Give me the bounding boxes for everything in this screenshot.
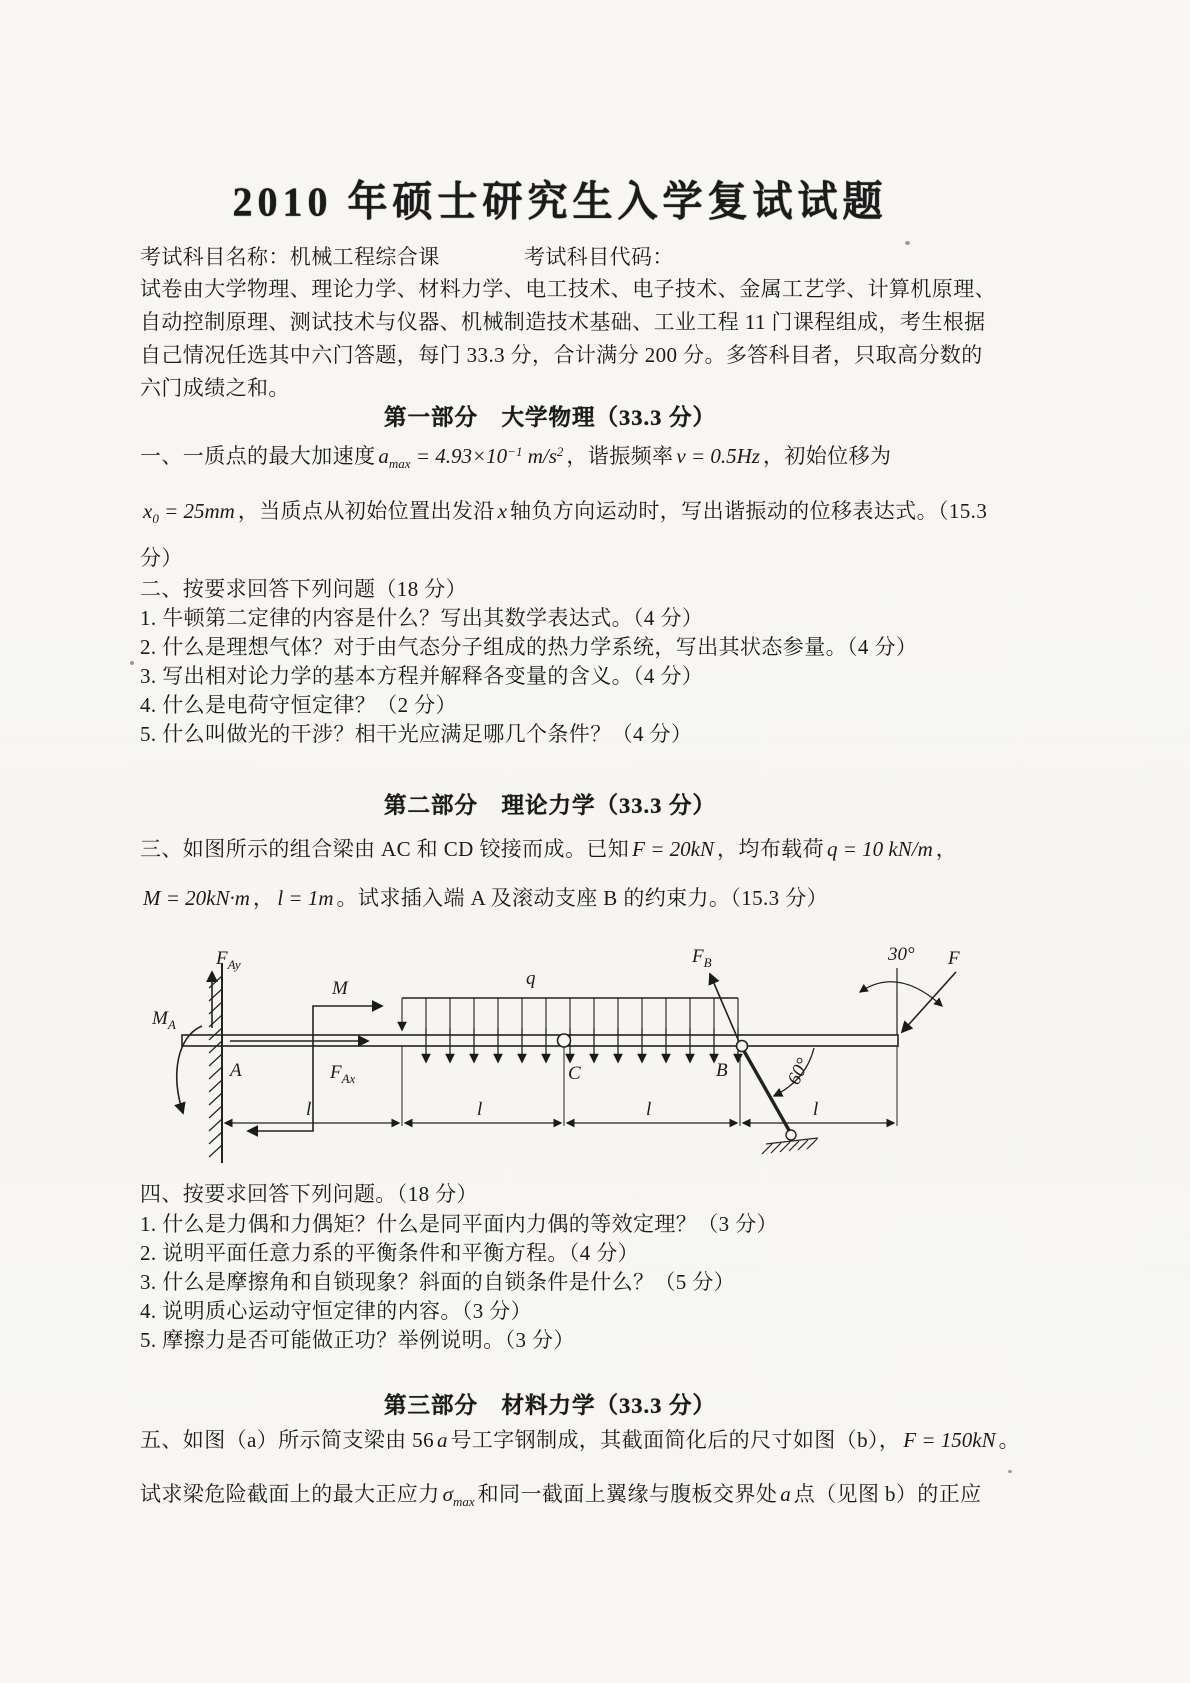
q5-var-a2: a: [780, 1482, 791, 1506]
subject-name-label: 考试科目名称：机械工程综合课: [140, 245, 440, 269]
beam-diagram: [150, 928, 1050, 1190]
question-3-line1: [140, 835, 957, 864]
q5-text: 号工字钢制成，其截面简化后的尺寸如图（b），: [450, 1428, 901, 1452]
intro-line: 六门成绩之和。: [140, 376, 290, 400]
ma-moment-arrow: [177, 1026, 202, 1113]
question-2-heading: 二、按要求回答下列问题（18 分）: [140, 577, 468, 601]
question-4-item: 1. 什么是力偶和力偶矩？什么是同平面内力偶的等效定理？（3 分）: [140, 1212, 778, 1236]
strut-pin: [786, 1130, 796, 1140]
question-3-line2: [140, 884, 828, 913]
length-label: l: [646, 1099, 652, 1120]
q5-formula-F: F = 150kN: [903, 1428, 996, 1452]
q3-text: ，: [935, 837, 958, 861]
q3-formula-l: l = 1m: [277, 886, 334, 910]
q1-text: ，初始位移为: [762, 444, 892, 468]
question-1-line1: [140, 437, 891, 478]
point-c-label: C: [568, 1063, 581, 1084]
angle-60-label: 60°: [783, 1055, 815, 1089]
force-f-label: F: [948, 948, 960, 969]
question-5-line1: [140, 1426, 1020, 1455]
question-5-line2: [140, 1480, 982, 1516]
hinge-c: [558, 1034, 571, 1047]
point-a-label: A: [230, 1060, 242, 1081]
question-1-line2: [140, 497, 987, 533]
q1-text: ，当质点从初始位置出发沿: [237, 499, 495, 523]
q1-var-x: x: [497, 499, 507, 523]
intro-line: 试卷由大学物理、理论力学、材料力学、电工技术、电子技术、金属工艺学、计算机原理、: [140, 277, 996, 301]
question-2-item: 1. 牛顿第二定律的内容是什么？写出其数学表达式。（4 分）: [140, 606, 704, 630]
question-4-item: 5. 摩擦力是否可能做正功？举例说明。（3 分）: [140, 1328, 575, 1352]
question-2-item: 5. 什么叫做光的干涉？相干光应满足哪几个条件？（4 分）: [140, 722, 693, 746]
point-b-label: B: [716, 1060, 728, 1081]
q5-formula-sigma: $\sigma_{max}$: [442, 1482, 475, 1509]
q5-text: 和同一截面上翼缘与腹板交界处: [477, 1482, 778, 1506]
ma-label: $M_A$: [152, 1008, 176, 1032]
question-4-item: 4. 说明质心运动守恒定律的内容。（3 分）: [140, 1299, 533, 1323]
q1-formula-x0: $x_0 = 25mm$: [143, 499, 235, 526]
q1-formula-a: $a_{max} = 4.93\times 10^{-1}$ $m/s^2$: [378, 444, 564, 471]
q5-var-a: a: [436, 1428, 448, 1452]
intro-line: 自动控制原理、测试技术与仪器、机械制造技术基础、工业工程 11 门课程组成，考生根据: [140, 310, 986, 334]
q1-text: ，谐振频率: [566, 444, 674, 468]
scan-speckle: [905, 241, 910, 245]
question-2-item: 2. 什么是理想气体？对于由气态分子组成的热力学系统，写出其状态参量。（4 分）: [140, 635, 918, 659]
question-1-line3: 分）: [140, 546, 183, 570]
q5-text: 五、如图（a）所示简支梁由 56: [140, 1428, 434, 1452]
length-label: l: [813, 1099, 819, 1120]
q5-text: 试求梁危险截面上的最大正应力: [140, 1482, 440, 1506]
part1-heading: 第一部分 大学物理（33.3 分）: [383, 405, 716, 430]
couple-m-arrow: [248, 1006, 382, 1131]
angle-30-label: 30°: [888, 944, 915, 965]
question-4-item: 2. 说明平面任意力系的平衡条件和平衡方程。（4 分）: [140, 1241, 640, 1265]
q1-formula-v: v = 0.5Hz: [676, 444, 760, 468]
question-2-item: 4. 什么是电荷守恒定律？（2 分）: [140, 693, 457, 717]
q1-text: 一、一质点的最大加速度: [140, 444, 376, 468]
q5-text: 。: [998, 1428, 1021, 1452]
q3-formula-F: F = 20kN: [632, 837, 714, 861]
length-label: l: [477, 1099, 483, 1120]
scan-speckle: [1008, 1470, 1012, 1473]
q3-text: 三、如图所示的组合梁由 AC 和 CD 铰接而成。已知: [140, 837, 630, 861]
q5-text: 点（见图 b）的正应: [793, 1482, 982, 1506]
part2-heading: 第二部分 理论力学（33.3 分）: [383, 793, 716, 818]
q3-text: ，均布载荷: [716, 837, 824, 861]
fb-label: $F_B$: [692, 946, 712, 970]
q3-text: 。试求插入端 A 及滚动支座 B 的约束力。（15.3 分）: [336, 886, 829, 910]
distributed-load: [402, 998, 738, 1062]
moment-m-label: M: [332, 978, 348, 999]
q1-text: 轴负方向运动时，写出谐振动的位移表达式。（15.3: [509, 499, 988, 523]
page-title: 2010 年硕士研究生入学复试试题: [232, 178, 888, 226]
scan-speckle: [130, 661, 134, 665]
question-2-item: 3. 写出相对论力学的基本方程并解释各变量的含义。（4 分）: [140, 664, 704, 688]
intro-line: 自己情况任选其中六门答题，每门 33.3 分，合计满分 200 分。多答科目者，只取高分数的: [140, 343, 983, 367]
q3-text: ，: [252, 886, 275, 910]
wall-hatching: [209, 976, 222, 1157]
question-4-item: 3. 什么是摩擦角和自锁现象？斜面的自锁条件是什么？（5 分）: [140, 1270, 736, 1294]
hinge-b: [737, 1041, 748, 1052]
part3-heading: 第三部分 材料力学（33.3 分）: [383, 1393, 716, 1418]
fax-label: $F_{Ax}$: [330, 1062, 356, 1086]
length-label: l: [306, 1099, 312, 1120]
subject-code-label: 考试科目代码：: [524, 245, 674, 269]
q3-formula-q: q = 10 kN/m: [826, 837, 933, 861]
fay-label: $F_{Ay}$: [216, 948, 241, 972]
q3-formula-M: M = 20kN·m: [143, 886, 250, 910]
question-4-heading: 四、按要求回答下列问题。（18 分）: [140, 1182, 478, 1206]
load-q-label: q: [526, 968, 536, 989]
force-f-arrow: [902, 972, 956, 1032]
